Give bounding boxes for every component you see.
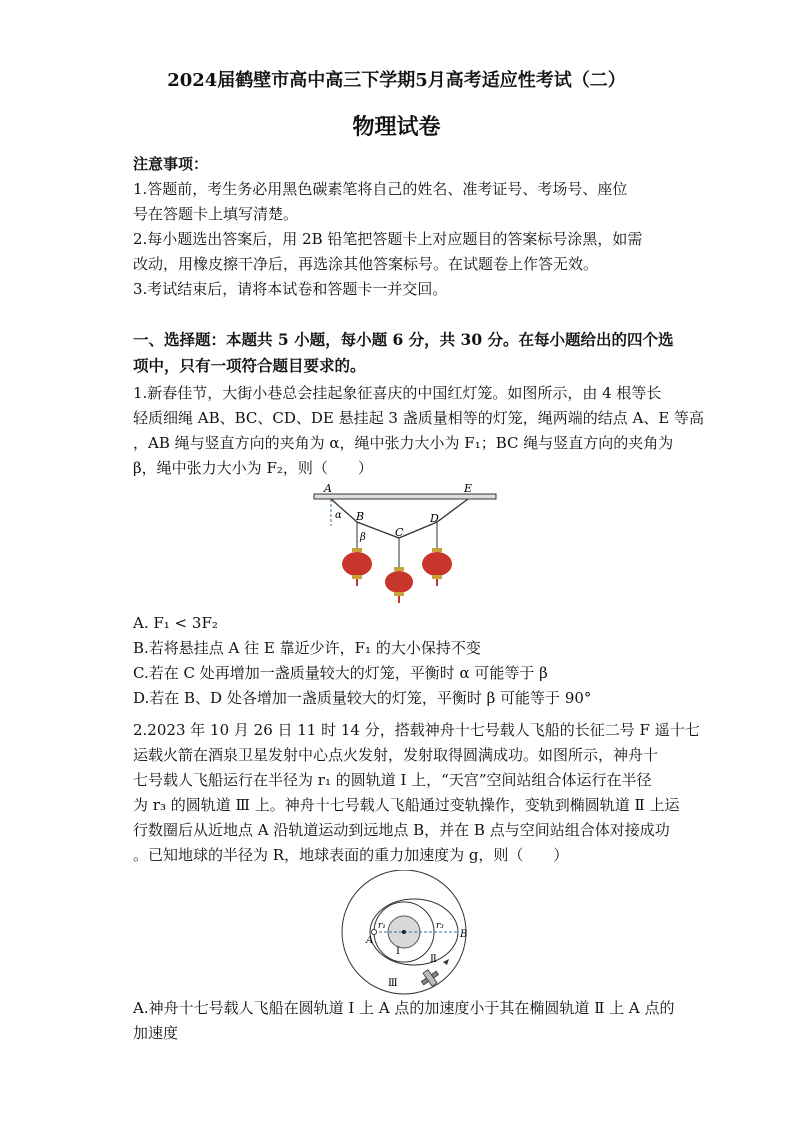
question-1-options — [133, 611, 673, 711]
orbit-direction-arrow — [443, 959, 449, 965]
space-station-icon — [418, 966, 442, 989]
question-2-options — [133, 996, 673, 1046]
notes-line: 1.答题前，考生务必用黑色碳素笔将自己的姓名、准考证号、考场号、座位 — [133, 180, 628, 198]
option-b[interactable]: B.若将悬挂点 A 往 E 靠近少许，F₁ 的大小保持不变 — [133, 639, 481, 657]
orbit-figure — [330, 870, 490, 996]
notes-line: 号在答题卡上填写清楚。 — [133, 205, 299, 223]
label-c: C — [395, 526, 404, 539]
lantern-middle — [385, 567, 413, 603]
subject-title: 物理试卷 — [352, 114, 441, 140]
label-orbit-2: Ⅱ — [430, 954, 437, 965]
question-2 — [133, 718, 700, 868]
notes-line: 改动，用橡皮擦干净后，再选涂其他答案标号。在试题卷上作答无效。 — [133, 255, 599, 273]
notes-line: 3.考试结束后，请将本试卷和答题卡一并交回。 — [133, 280, 448, 298]
lantern-right — [422, 548, 452, 586]
question-text-line: β，绳中张力大小为 F₂，则（ ） — [133, 459, 373, 477]
label-orbit-1: Ⅰ — [396, 946, 400, 957]
question-text-line: 运载火箭在酒泉卫星发射中心点火发射，发射取得圆满成功。如图所示，神舟十 — [133, 746, 659, 764]
label-a: A — [366, 935, 374, 946]
label-d: D — [430, 512, 439, 525]
question-text-line: 七号载人飞船运行在半径为 r₁ 的圆轨道 Ⅰ 上，“天宫”空间站组合体运行在半径 — [133, 771, 652, 789]
option-a[interactable]: A.神舟十七号载人飞船在圆轨道 Ⅰ 上 A 点的加速度小于其在椭圆轨道 Ⅱ 上 A 点的 — [133, 999, 675, 1017]
label-e: E — [464, 482, 473, 495]
question-text-line: 轻质细绳 AB、BC、CD、DE 悬挂起 3 盏质量相等的灯笼，绳两端的结点 A、E 等高 — [133, 409, 705, 427]
option-c[interactable]: C.若在 C 处再增加一盏质量较大的灯笼，平衡时 α 可能等于 β — [133, 664, 548, 682]
label-b: B — [356, 510, 365, 523]
label-alpha: α — [335, 510, 342, 521]
question-text-line: 行数圈后从近地点 A 沿轨道运动到远地点 B，并在 B 点与空间站组合体对接成功 — [133, 821, 670, 839]
exam-title: 2024届鹤壁市高中高三下学期5月高考适应性考试（二） — [167, 70, 626, 91]
question-text-line: 。已知地球的半径为 R，地球表面的重力加速度为 g，则（ ） — [133, 846, 569, 864]
section-heading-line: 项中，只有一项符合题目要求的。 — [133, 356, 366, 375]
lantern-left — [342, 548, 372, 586]
option-a[interactable]: A. F₁ < 3F₂ — [133, 614, 218, 632]
question-text-line: 为 r₃ 的圆轨道 Ⅲ 上。神舟十七号载人飞船通过变轨操作，变轨到椭圆轨道 Ⅱ 上运 — [133, 796, 680, 814]
option-d[interactable]: D.若在 B、D 处各增加一盏质量较大的灯笼，平衡时 β 可能等于 90° — [133, 689, 592, 707]
notes-line: 2.每小题选出答案后，用 2B 铅笔把答题卡上对应题目的答案标号涂黑，如需 — [133, 230, 643, 248]
label-b: B — [460, 929, 468, 940]
label-r3: r₃ — [436, 921, 444, 931]
section-heading — [133, 327, 673, 379]
label-a: A — [324, 482, 332, 495]
label-beta: β — [360, 532, 366, 543]
lantern-figure — [310, 482, 510, 608]
section-heading-line: 一、选择题：本题共 5 小题，每小题 6 分，共 30 分。在每小题给出的四个选 — [133, 330, 674, 349]
notes-block — [133, 152, 673, 302]
label-orbit-3: Ⅲ — [388, 978, 398, 989]
point-a-marker — [372, 930, 377, 935]
question-1 — [133, 381, 705, 481]
question-text-line: 2.2023 年 10 月 26 日 11 时 14 分，搭载神舟十七号载人飞船的长征二号 F 遥十七 — [133, 721, 700, 739]
option-a-continued: 加速度 — [133, 1024, 179, 1042]
question-text-line: ，AB 绳与竖直方向的夹角为 α，绳中张力大小为 F₁；BC 绳与竖直方向的夹角为 — [133, 434, 674, 452]
label-r1: r₁ — [378, 921, 386, 931]
question-text-line: 1.新春佳节，大街小巷总会挂起象征喜庆的中国红灯笼。如图所示，由 4 根等长 — [133, 384, 662, 402]
notes-heading: 注意事项： — [133, 155, 209, 173]
